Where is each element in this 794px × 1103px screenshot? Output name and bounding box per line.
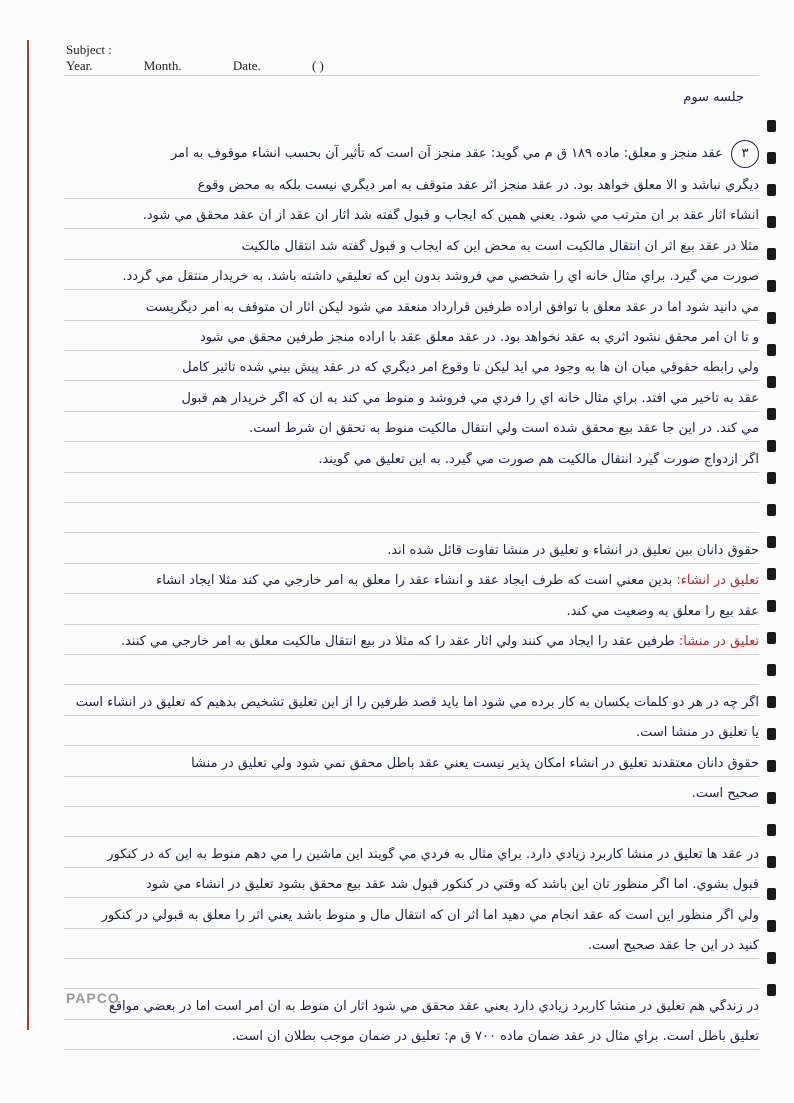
text-line: كنيد در اين جا عقد صحيح است. xyxy=(587,938,759,953)
text-line: عقد بيع را معلق به وضعيت مي كند. xyxy=(566,603,759,619)
text-line: انشاء آثار عقد بر آن مترتب مي شود. يعني همين كه ايجاب و قبول گفته شد آثار آن عقد از آن عقد محقق مي شود. xyxy=(142,208,759,224)
text-line: ديگري نباشد و الا معلق خواهد بود. در عقد منجز اثر عقد متوقف به امر ديگري نيست بلكه به محض وقوع xyxy=(197,178,759,193)
date-label: Date. xyxy=(232,58,261,73)
ruled-line xyxy=(64,593,759,594)
binding-hole xyxy=(767,856,776,868)
year-label: Year. xyxy=(66,58,93,73)
margin-line xyxy=(27,40,29,1030)
binding-hole xyxy=(767,312,776,324)
text-line: در زندگي هم تعليق در منشأ كاربرد زيادي دارد يعني عقد محقق مي شود آثار آن منوط به آن امر است اما در بعضي مواقع xyxy=(108,998,759,1014)
ruled-line xyxy=(64,836,759,837)
binding-hole xyxy=(767,600,776,612)
text-line: اگر چه در هر دو كلمات يكسان به كار برده مي شود اما بايد قصد طرفين را از اين تعليق تشخيص بدهيم كه تعليق در انشاء است xyxy=(75,694,759,710)
ruled-line xyxy=(64,198,759,199)
text-line: يا تعليق در منشأ است. xyxy=(636,725,759,741)
ruled-line xyxy=(64,624,759,625)
ruled-line xyxy=(64,715,759,716)
text-line: صحيح است. xyxy=(691,786,759,801)
ruled-line xyxy=(64,289,759,290)
papco-logo: PAPCO xyxy=(66,990,120,1006)
text-line: مي كند. در اين جا عقد بيع محقق شده است ولي انتقال مالكيت منوط به تحقق آن شرط است. xyxy=(249,421,759,437)
text-line: در عقد ها تعليق در منشأ كاربرد زيادي دارد. براي مثال به فردي مي گويند اين ماشين را مي دهم منوط به اين كه در كنكور xyxy=(107,846,759,862)
binding-hole xyxy=(767,408,776,420)
ruled-line xyxy=(64,350,759,351)
binding-hole xyxy=(767,344,776,356)
binding-hole xyxy=(767,824,776,836)
binding-hole xyxy=(767,952,776,964)
binding-hole xyxy=(767,760,776,772)
binding-hole xyxy=(767,568,776,580)
binding-hole xyxy=(767,664,776,676)
text-line: و تا آن امر محقق نشود اثري به عقد نخواهد بود. در عقد معلق عقد با اراده منجز طرفين محقق مي شود xyxy=(199,330,759,345)
text-line: تعليق باطل است. براي مثال در عقد ضمان ماده ۷۰۰ ق م: تعليق در ضمان موجب بطلان آن است. xyxy=(231,1029,759,1045)
ruled-line xyxy=(64,988,759,989)
binding-hole xyxy=(767,120,776,132)
subject-label: Subject : xyxy=(66,42,112,57)
text-line: حقوق دانان معتقدند تعليق در انشاء امكان پذير نيست يعني عقد باطل محقق نمي شود ولي تعليق در منشأ xyxy=(191,755,759,771)
text-line: مثلا در عقد بيع اثر آن انتقال مالكيت است به محض اين كه ايجاب و قبول گفته شد انتقال مالكيت xyxy=(241,238,759,254)
text-line: تعليق در منشأ: طرفين عقد را ايجاد مي كنند ولي آثار عقد را كه مثلا در بيع انتقال مالكيت معلق به امر خارجي مي كنند. xyxy=(120,634,759,649)
binding-hole xyxy=(767,536,776,548)
binding-hole xyxy=(767,376,776,388)
ruled-line xyxy=(64,745,759,746)
text-line: عقد به تأخير مي افتد. براي مثال خانه اي را فردي مي فروشد و منوط مي كند به آن كه اگر خريدار هم قبول xyxy=(181,390,759,406)
text-line: حقوق دانان بين تعليق در انشاء و تعليق در منشأ تفاوت قائل شده اند. xyxy=(387,542,759,558)
text-line: صورت مي گيرد. براي مثال خانه اي را شخصي مي فروشد بدون اين كه تعليقي داشته باشد. به خريدار منتقل مي گردد. xyxy=(122,269,759,285)
text-line: ولي رابطه حقوقي ميان آن ها به وجود مي آيد ليكن تا وقوع امر ديگري كه در عقد پيش بيني شده تأثير كامل xyxy=(182,360,759,376)
ruled-line xyxy=(64,441,759,442)
binding-hole xyxy=(767,152,776,164)
ruled-line xyxy=(64,502,759,503)
ruled-line xyxy=(64,411,759,412)
ruled-line xyxy=(64,228,759,229)
ruled-line xyxy=(64,75,759,76)
ruled-line xyxy=(64,897,759,898)
binding-hole xyxy=(767,728,776,740)
binding-hole xyxy=(767,696,776,708)
ruled-line xyxy=(64,532,759,533)
text-line: ولي اگر منظور اين است كه عقد انجام مي دهيد اما اثر آن كه انتقال مال و منوط باشد يعني اثر را معلق به قبولي در كنكور xyxy=(101,907,759,923)
ruled-line xyxy=(64,958,759,959)
page-header xyxy=(66,42,466,74)
item-number: ۳ xyxy=(731,140,759,168)
text-line: اگر ازدواج صورت گيرد انتقال مالكيت هم صورت مي گيرد. به اين تعليق مي گويند. xyxy=(318,451,759,467)
binding-hole xyxy=(767,248,776,260)
binding-hole xyxy=(767,280,776,292)
ruled-line xyxy=(64,380,759,381)
ruled-line xyxy=(64,867,759,868)
ruled-line xyxy=(64,928,759,929)
date-parens: ( ) xyxy=(311,58,324,73)
ruled-line xyxy=(64,563,759,564)
binding-hole xyxy=(767,632,776,644)
ruled-line xyxy=(64,654,759,655)
text-line: قبول بشوي. اما اگر منظور تان اين باشد كه وقتي در كنكور قبول شد عقد بيع محقق بشود تعليق در انشاء مي شود xyxy=(145,877,759,893)
binding-hole xyxy=(767,472,776,484)
ruled-line xyxy=(64,684,759,685)
spiral-binding xyxy=(762,120,776,1020)
month-label: Month. xyxy=(143,58,182,73)
session-title: جلسه سوم xyxy=(683,90,744,105)
ruled-line xyxy=(64,1019,759,1020)
binding-hole xyxy=(767,920,776,932)
line-text: عقد منجز و معلق: ماده ۱۸۹ ق م مي گويد: عقد منجز آن است كه تأثير آن بحسب انشاء موقوف به امر xyxy=(170,146,723,161)
text-line: مي دانيد شود اما در عقد معلق با توافق اراده طرفين قرارداد منعقد مي شود ليكن آثار آن متوقف به امر ديگريست xyxy=(145,299,759,315)
binding-hole xyxy=(767,888,776,900)
ruled-line xyxy=(64,472,759,473)
ruled-line xyxy=(64,1049,759,1050)
binding-hole xyxy=(767,792,776,804)
binding-hole xyxy=(767,216,776,228)
first-line xyxy=(64,140,759,168)
ruled-line xyxy=(64,806,759,807)
binding-hole xyxy=(767,440,776,452)
ruled-line xyxy=(64,259,759,260)
ruled-line xyxy=(64,776,759,777)
binding-hole xyxy=(767,184,776,196)
binding-hole xyxy=(767,504,776,516)
text-line: تعليق در انشاء: بدين معني است كه طرف ايجاد عقد و انشاء عقد را معلق به امر خارجي مي كند مثلا ايجاد انشاء xyxy=(156,573,759,589)
ruled-line xyxy=(64,320,759,321)
binding-hole xyxy=(767,984,776,996)
